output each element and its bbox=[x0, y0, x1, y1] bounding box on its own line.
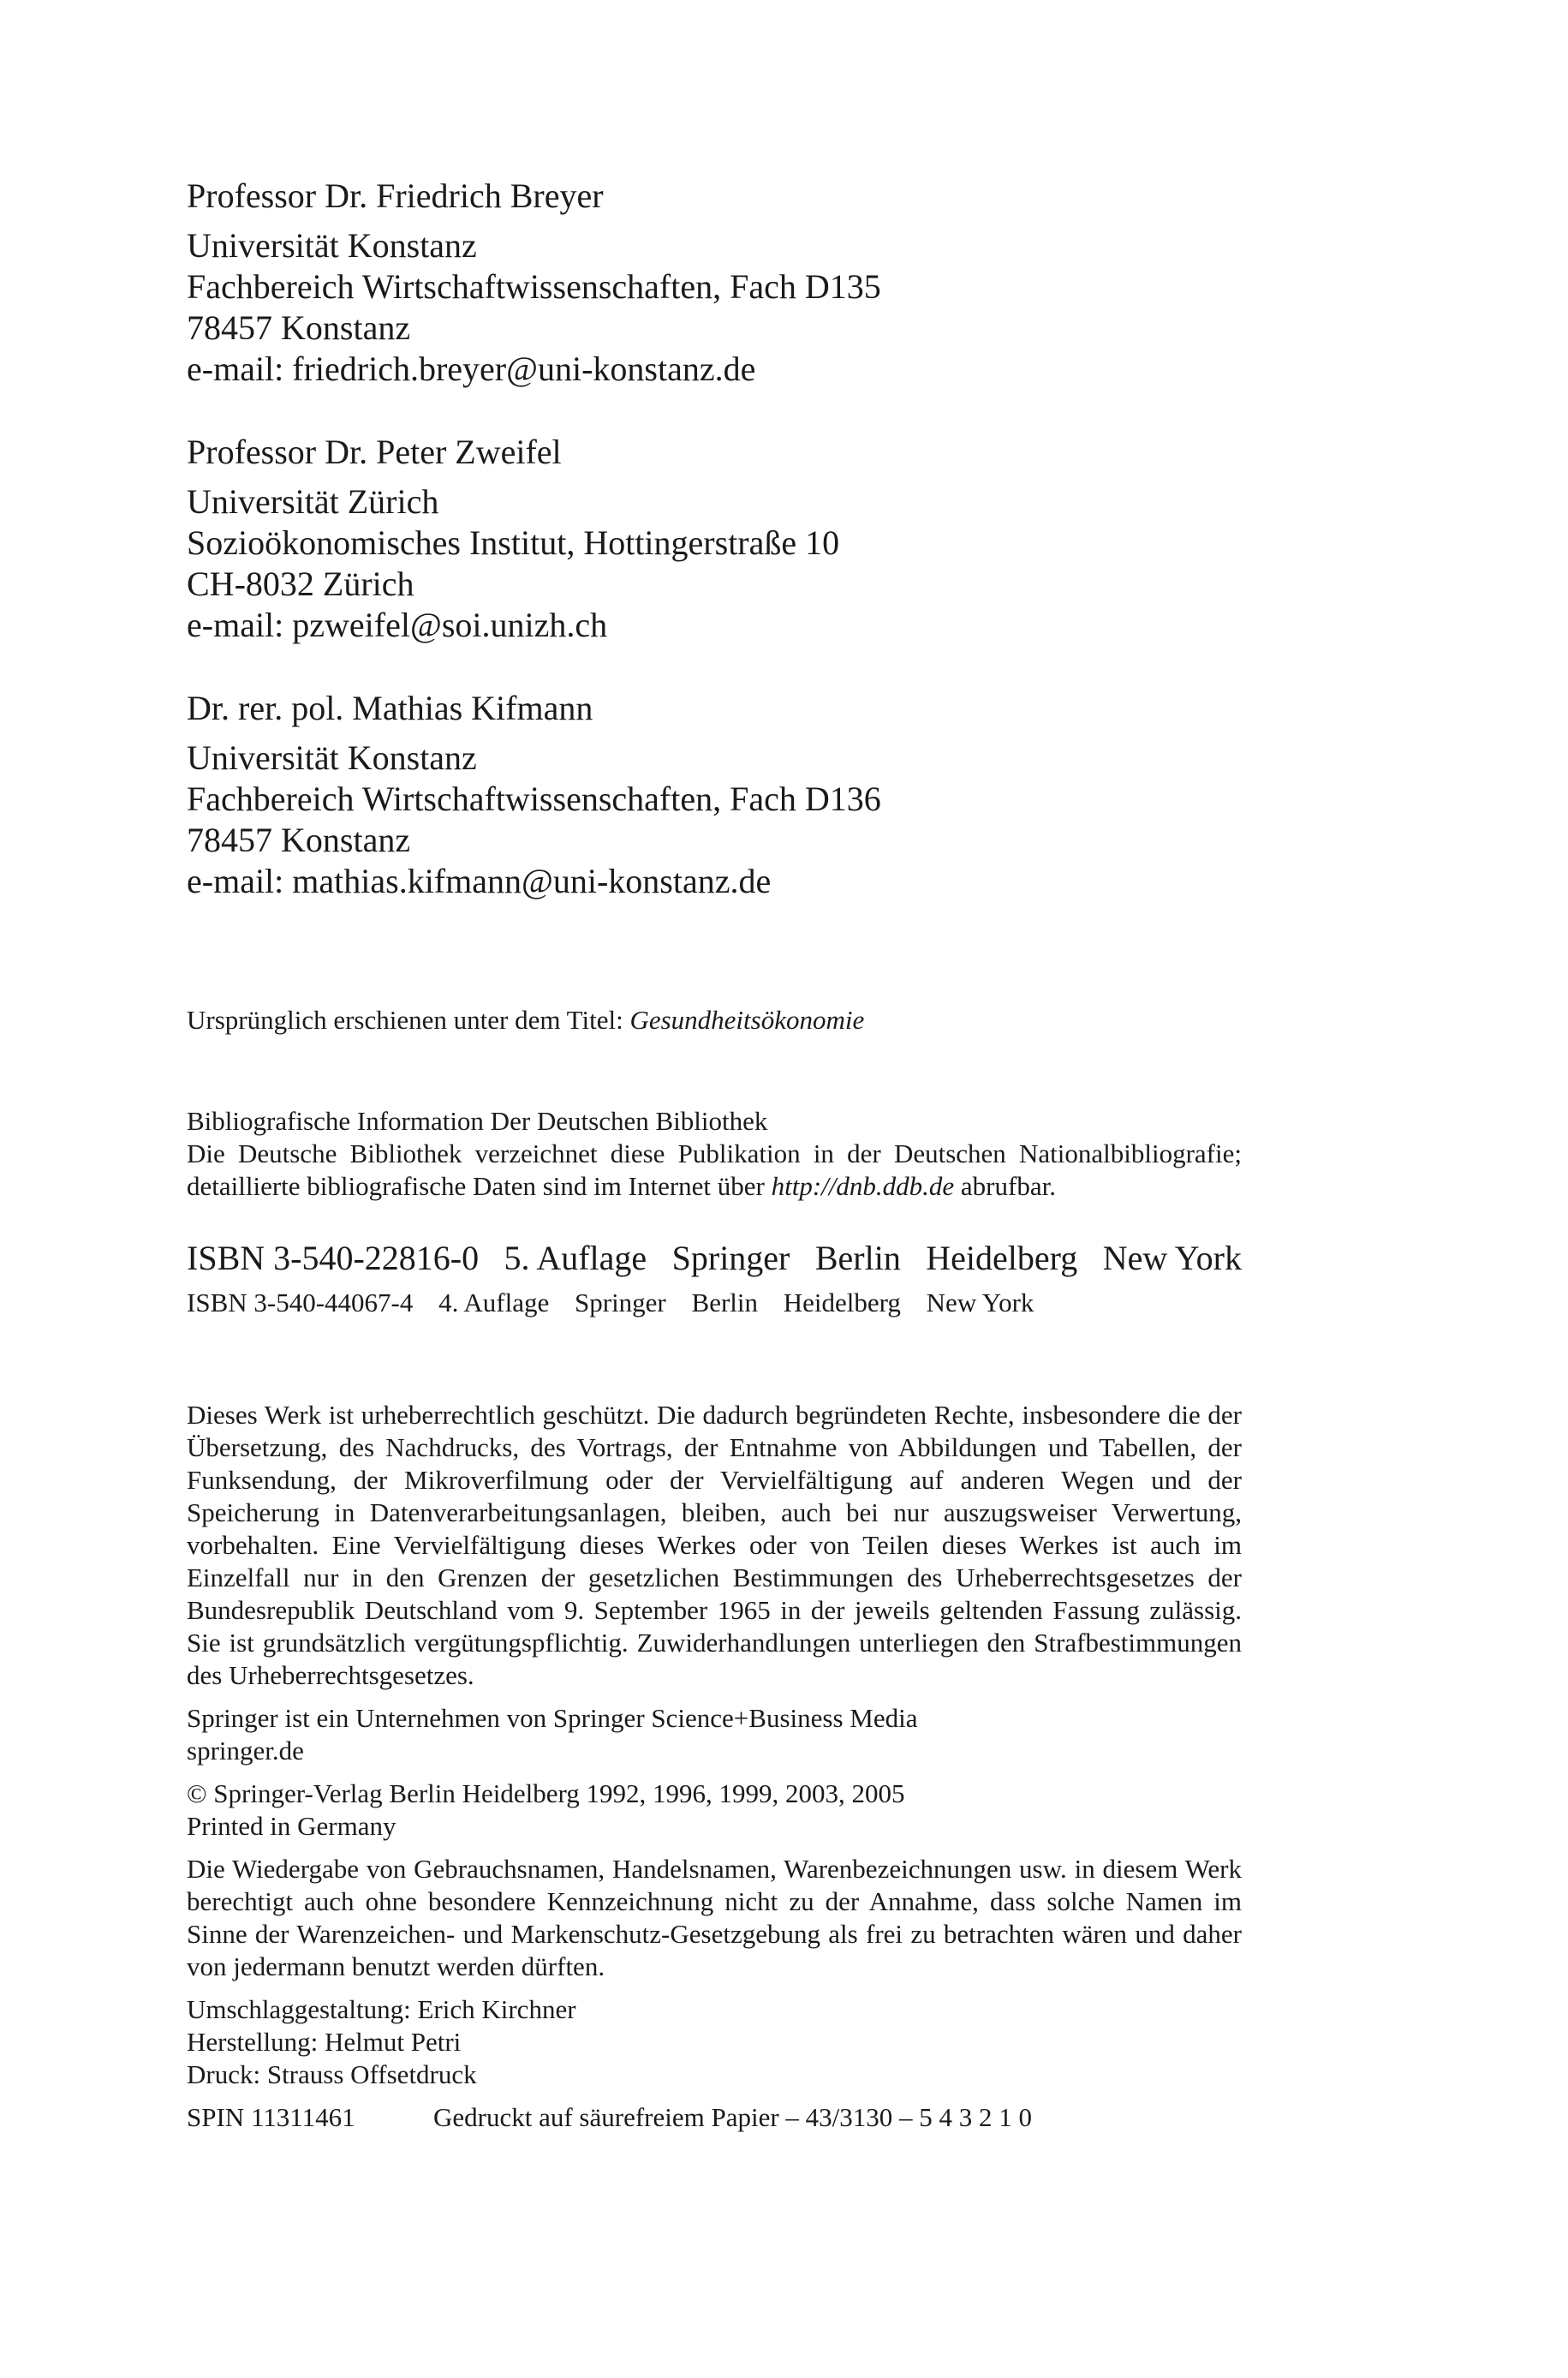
isbn-previous-line bbox=[187, 1287, 1242, 1319]
author-institution: Universität Konstanz bbox=[187, 738, 477, 777]
author-block-kifmann bbox=[187, 688, 1242, 902]
bibliography-heading: Bibliografische Information Der Deutschen Bibliothek bbox=[187, 1106, 768, 1136]
credit-production: Herstellung: Helmut Petri bbox=[187, 2027, 462, 2057]
spin-code: SPIN 11311461 bbox=[187, 2102, 355, 2132]
bibliography-block bbox=[187, 1105, 1242, 1203]
author-department: Sozioökonomisches Institut, Hottingerstraße 10 bbox=[187, 523, 840, 562]
author-email: e-mail: friedrich.breyer@uni-konstanz.de bbox=[187, 350, 756, 388]
author-email: e-mail: mathias.kifmann@uni-konstanz.de bbox=[187, 862, 772, 900]
copyright-statement bbox=[187, 1778, 1242, 1843]
publisher-info-line: Springer ist ein Unternehmen von Springer Science+Business Media bbox=[187, 1703, 918, 1733]
author-email: e-mail: pzweifel@soi.unizh.ch bbox=[187, 606, 608, 644]
author-institution: Universität Konstanz bbox=[187, 226, 477, 265]
isbn-current-line bbox=[187, 1238, 1242, 1279]
bibliography-text bbox=[187, 1138, 1242, 1203]
publisher-current: Springer bbox=[671, 1239, 790, 1277]
city-current: New York bbox=[1102, 1239, 1242, 1277]
publisher-website[interactable]: springer.de bbox=[187, 1736, 304, 1766]
author-city: 78457 Konstanz bbox=[187, 308, 411, 347]
publisher-info bbox=[187, 1702, 1242, 1767]
city-previous: New York bbox=[926, 1288, 1034, 1317]
city-previous: Berlin bbox=[691, 1288, 759, 1317]
author-block-breyer bbox=[187, 176, 1242, 390]
isbn-previous: ISBN 3-540-44067-4 bbox=[187, 1288, 414, 1317]
author-city: 78457 Konstanz bbox=[187, 821, 411, 859]
author-city: CH-8032 Zürich bbox=[187, 565, 414, 603]
original-title-note bbox=[187, 1004, 1242, 1037]
spin-line bbox=[187, 2101, 1242, 2134]
original-title: Gesundheitsökonomie bbox=[629, 1005, 865, 1035]
edition-previous: 4. Auflage bbox=[438, 1288, 550, 1317]
legal-block bbox=[187, 1399, 1242, 2134]
author-department: Fachbereich Wirtschaftwissenschaften, Fach D136 bbox=[187, 780, 881, 818]
isbn-current: ISBN 3-540-22816-0 bbox=[187, 1239, 480, 1277]
author-name: Professor Dr. Friedrich Breyer bbox=[187, 176, 604, 215]
city-previous: Heidelberg bbox=[783, 1288, 901, 1317]
author-institution: Universität Zürich bbox=[187, 482, 439, 521]
credit-cover-design: Umschlaggestaltung: Erich Kirchner bbox=[187, 1994, 576, 2024]
author-name: Dr. rer. pol. Mathias Kifmann bbox=[187, 689, 593, 727]
bibliography-text-start: Die Deutsche Bibliothek verzeichnet diese Publikation in der Deutschen Nationalbibliografie; detaillierte bibliografische Daten sind im Internet über bbox=[187, 1138, 1242, 1201]
publisher-previous: Springer bbox=[575, 1288, 666, 1317]
author-department: Fachbereich Wirtschaftwissenschaften, Fach D135 bbox=[187, 267, 881, 306]
credit-printing: Druck: Strauss Offsetdruck bbox=[187, 2059, 477, 2089]
bibliography-text-end: abrufbar. bbox=[954, 1171, 1056, 1201]
original-title-prefix: Ursprünglich erschienen unter dem Titel: bbox=[187, 1005, 630, 1035]
copyright-line: © Springer-Verlag Berlin Heidelberg 1992, 1996, 1999, 2003, 2005 bbox=[187, 1778, 905, 1808]
dnb-link[interactable]: http://dnb.ddb.de bbox=[771, 1171, 955, 1201]
edition-current: 5. Auflage bbox=[504, 1239, 647, 1277]
city-current: Heidelberg bbox=[926, 1239, 1078, 1277]
trademark-notice: Die Wiedergabe von Gebrauchsnamen, Handelsnamen, Warenbezeichnungen usw. in diesem Werk berechtigt auch ohne besondere Kennzeichnung nicht zu der Annahme, dass solche Namen im Sinne der Warenzeichen- und Markenschutz-Gesetzgebung als frei zu betrachten wären und daher von jedermann benutzt werden dürften. bbox=[187, 1854, 1242, 1981]
printed-in-line: Printed in Germany bbox=[187, 1811, 396, 1841]
author-name: Professor Dr. Peter Zweifel bbox=[187, 433, 562, 471]
author-block-zweifel bbox=[187, 432, 1242, 646]
copyright-notice: Dieses Werk ist urheberrechtlich geschützt. Die dadurch begründeten Rechte, insbesondere die der Übersetzung, des Nachdrucks, des Vortrags, der Entnahme von Abbildungen und Tabellen, der Funksendung, der Mikroverfilmung oder der Vervielfältigung auf anderen Wegen und der Speicherung in Datenverarbeitungsanlagen, bleiben, auch bei nur auszugsweiser Verwertung, vorbehalten. Eine Vervielfältigung dieses Werkes oder von Teilen dieses Werkes ist auch im Einzelfall nur in den Grenzen der gesetzlichen Bestimmungen des Urheberrechtsgesetzes der Bundesrepublik Deutschland vom 9. September 1965 in der jeweils geltenden Fassung zulässig. Sie ist grundsätzlich vergütungspflichtig. Zuwiderhandlungen unterliegen den Strafbestimmungen des Urheberrechtsgesetzes. bbox=[187, 1400, 1242, 1690]
city-current: Berlin bbox=[814, 1239, 901, 1277]
credits bbox=[187, 1993, 1242, 2091]
spin-text: Gedruckt auf säurefreiem Papier – 43/3130 – 5 4 3 2 1 0 bbox=[433, 2102, 1033, 2132]
